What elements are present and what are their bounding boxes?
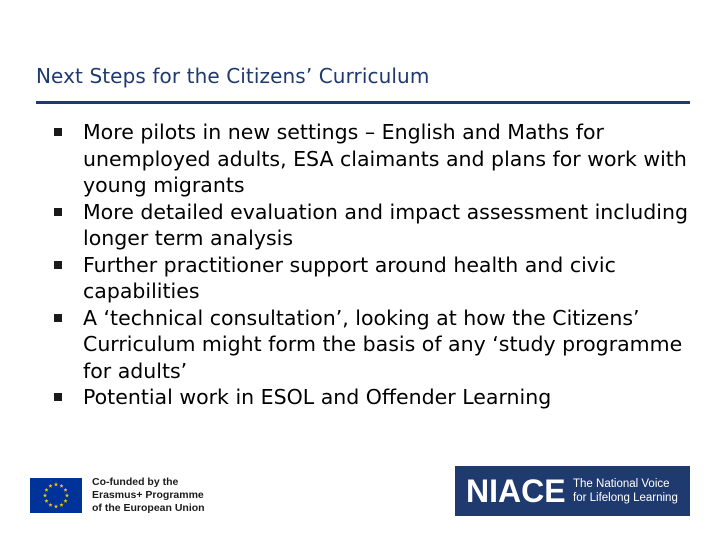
eu-star-icon <box>54 504 58 508</box>
eu-stars <box>30 478 82 513</box>
niace-tagline <box>573 477 678 505</box>
bullet-item <box>54 305 704 385</box>
eu-star-icon <box>54 482 58 486</box>
bullet-text: More pilots in new settings – English and Maths for unemployed adults, ESA claimants and plans for work with young migrants <box>83 120 687 197</box>
bullet-text: Potential work in ESOL and Offender Learning <box>83 385 552 409</box>
eu-star-icon <box>65 493 69 497</box>
erasmus-line: Erasmus+ Programme <box>92 489 204 501</box>
eu-star-icon <box>63 499 67 503</box>
eu-star-icon <box>44 499 48 503</box>
bullet-item <box>54 252 704 305</box>
erasmus-line: Co-funded by the <box>92 476 179 488</box>
bullet-text: More detailed evaluation and impact assessment including longer term analysis <box>83 199 688 250</box>
niace-tagline-line: The National Voice <box>573 478 670 490</box>
square-bullet-icon <box>54 261 62 269</box>
square-bullet-icon <box>54 393 62 401</box>
bullet-text: Further practitioner support around health and civic capabilities <box>83 252 616 303</box>
eu-star-icon <box>44 488 48 492</box>
bullet-item <box>54 119 704 199</box>
erasmus-funding-logo <box>30 474 230 514</box>
bullet-item <box>54 199 704 252</box>
square-bullet-icon <box>54 208 62 216</box>
erasmus-line: of the European Union <box>92 502 205 514</box>
niace-wordmark: NIACE <box>466 473 566 509</box>
square-bullet-icon <box>54 314 62 322</box>
eu-flag-icon <box>30 478 82 513</box>
eu-star-icon <box>59 503 63 507</box>
eu-star-icon <box>43 493 47 497</box>
niace-tagline-line: for Lifelong Learning <box>573 492 678 504</box>
bullet-list <box>54 119 704 411</box>
eu-star-icon <box>59 484 63 488</box>
eu-star-icon <box>48 484 52 488</box>
title-divider <box>36 101 690 104</box>
slide-title: Next Steps for the Citizens’ Curriculum <box>36 64 430 88</box>
eu-star-icon <box>63 488 67 492</box>
erasmus-funding-text <box>92 476 205 515</box>
niace-logo <box>455 466 690 516</box>
eu-star-icon <box>48 503 52 507</box>
square-bullet-icon <box>54 128 62 136</box>
bullet-item <box>54 384 704 411</box>
bullet-text: A ‘technical consultation’, looking at how the Citizens’ Curriculum might form the basis of any ‘study programme for adults’ <box>83 305 683 383</box>
